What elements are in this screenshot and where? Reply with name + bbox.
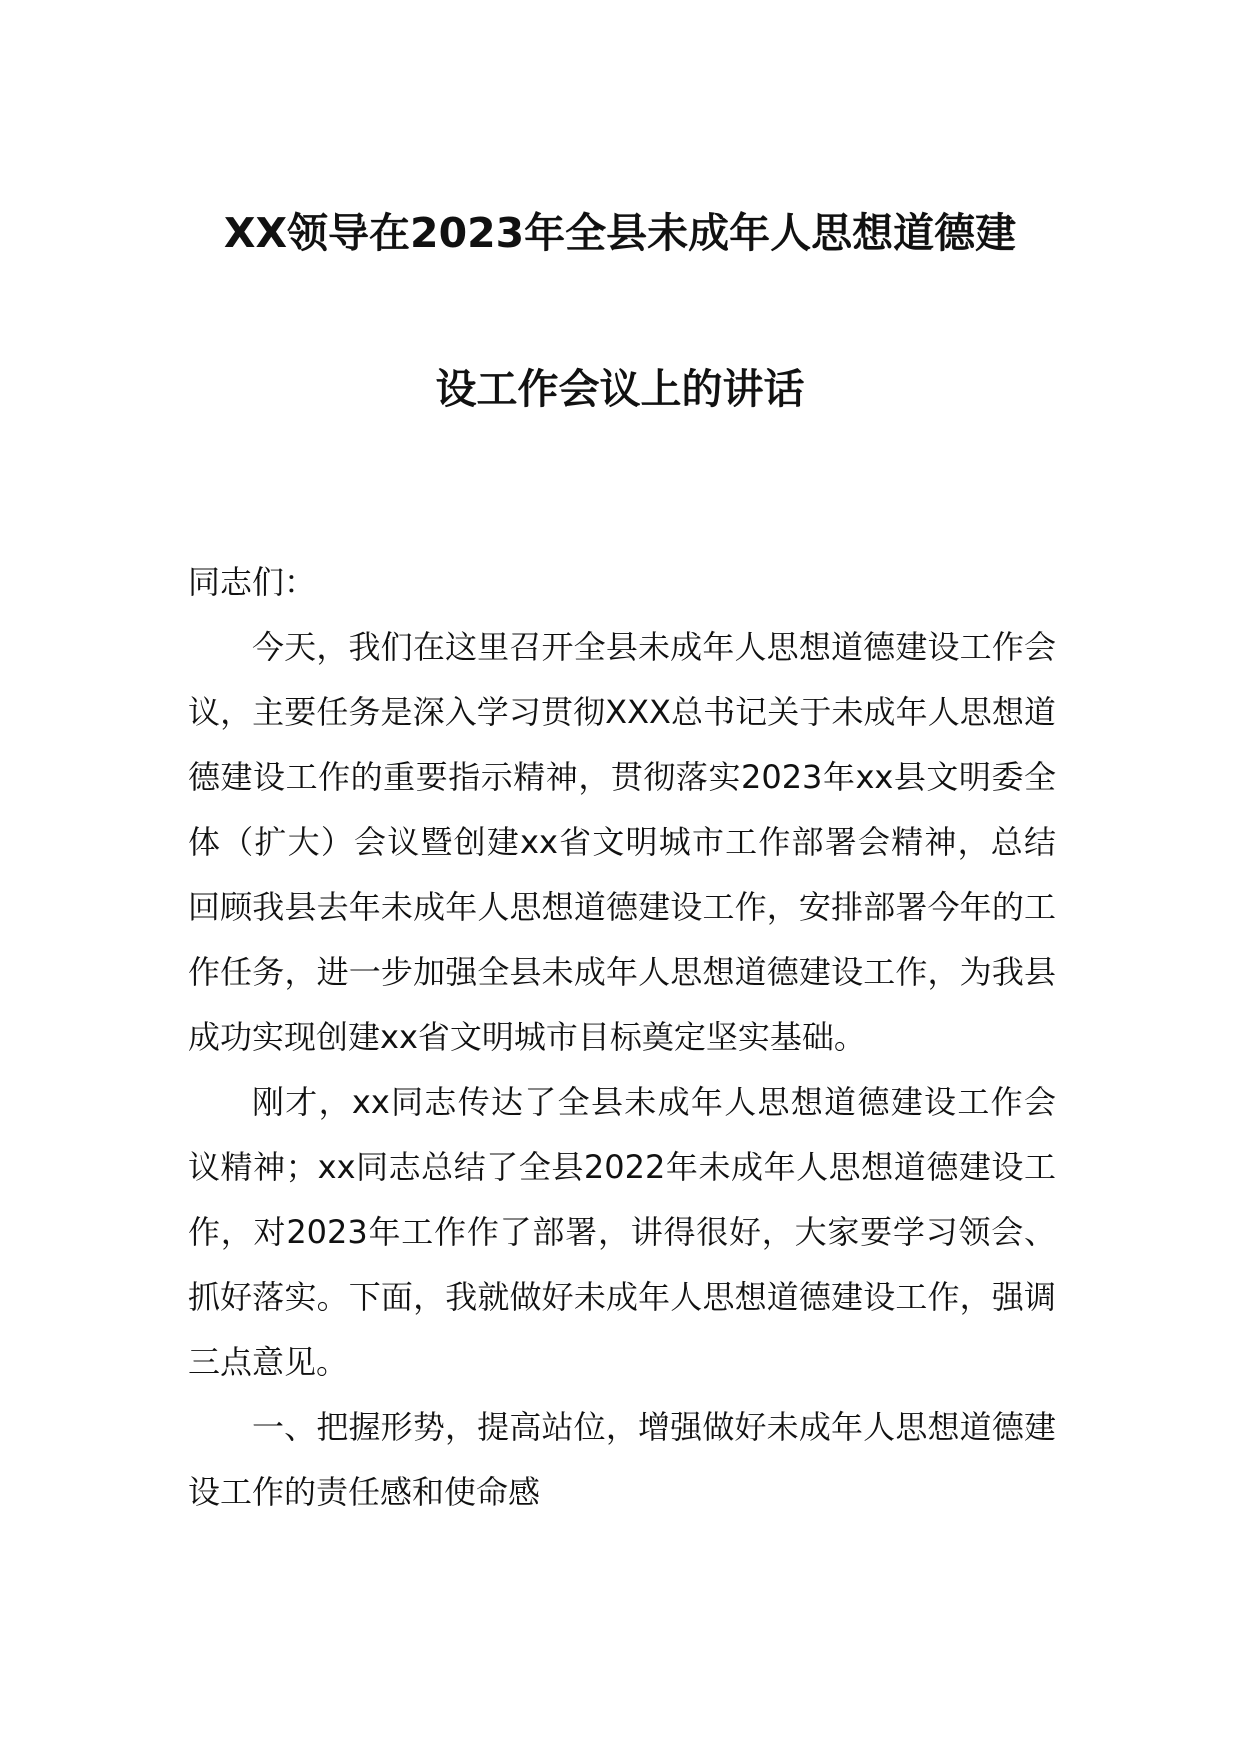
paragraph-summary: 刚才，xx同志传达了全县未成年人思想道德建设工作会议精神；xx同志总结了全县2022年未成年人思想道德建设工作，对2023年工作作了部署，讲得很好，大家要学习领会、抓好落实。下面，我就做好未成年人思想道德建设工作，强调三点意见。 — [188, 1083, 1056, 1381]
salutation: 同志们： — [188, 563, 317, 601]
document-title-line-2: 设工作会议上的讲话 — [435, 365, 805, 413]
document-body — [188, 550, 1056, 1525]
section-heading-1: 一、把握形势，提高站位，增强做好未成年人思想道德建设工作的责任感和使命感 — [188, 1408, 1056, 1511]
document-title-line-1: XX领导在2023年全县未成年人思想道德建 — [223, 209, 1017, 257]
paragraph-opening: 今天，我们在这里召开全县未成年人思想道德建设工作会议，主要任务是深入学习贯彻XXX总书记关于未成年人思想道德建设工作的重要指示精神，贯彻落实2023年xx县文明委全体（扩大）会议暨创建xx省文明城市工作部署会精神，总结回顾我县去年未成年人思想道德建设工作，安排部署今年的工作任务，进一步加强全县未成年人思想道德建设工作，为我县成功实现创建xx省文明城市目标奠定坚实基础。 — [188, 628, 1056, 1056]
